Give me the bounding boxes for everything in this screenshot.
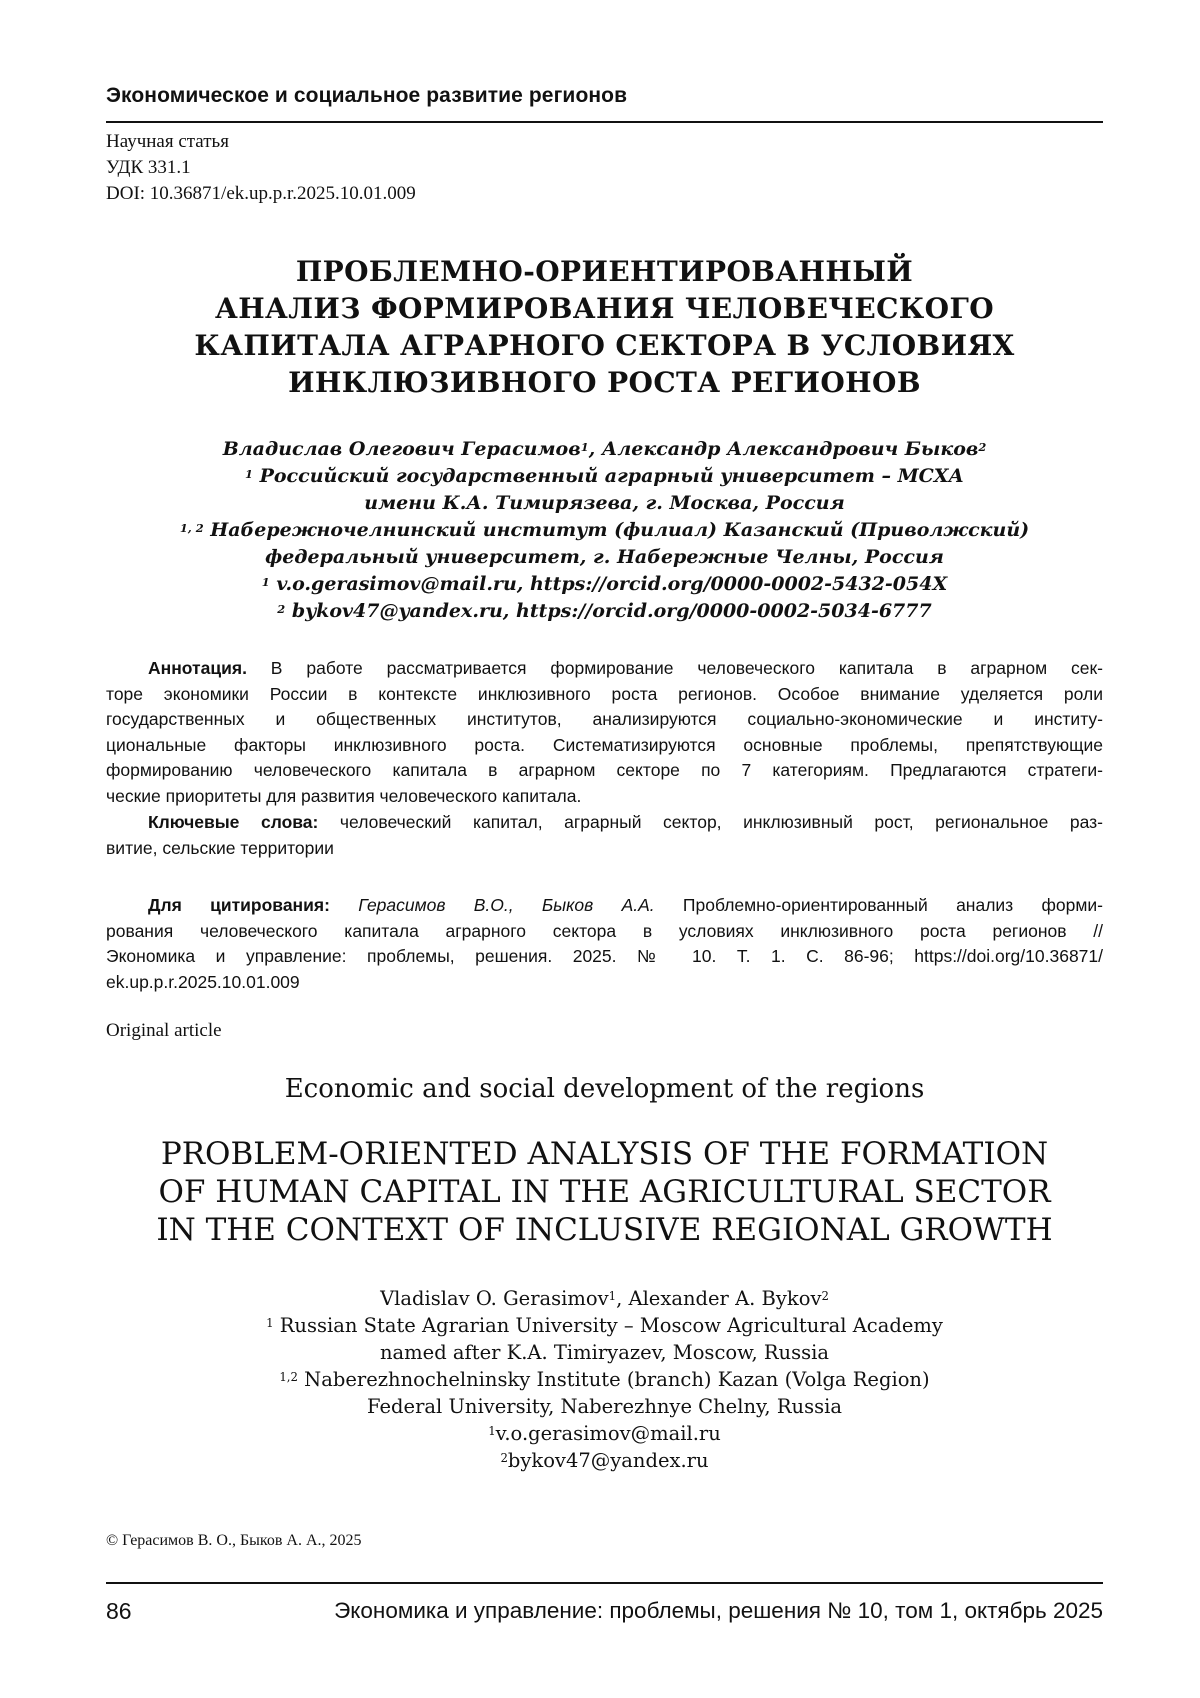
journal-issue-footer: Экономика и управление: проблемы, решения № 10, том 1, октябрь 2025: [334, 1598, 1103, 1623]
title-ru-line: ИНКЛЮЗИВНОГО РОСТА РЕГИОНОВ: [288, 366, 921, 399]
affiliation-text: Российский государственный аграрный университет – МСХА: [259, 465, 964, 487]
citation-doi-link[interactable]: Экономика и управление: проблемы, решения. 2025. № 10. Т. 1. С. 86-96; https://doi.org/10.36871/: [106, 946, 1103, 967]
affiliation-text: Russian State Agrarian University – Moscow Agricultural Academy: [273, 1314, 943, 1337]
title-ru-line: ПРОБЛЕМНО-ОРИЕНТИРОВАННЫЙ: [295, 255, 914, 288]
affiliation-text: Naberezhnochelninsky Institute (branch) Kazan (Volga Region): [297, 1368, 930, 1391]
title-en-line: OF HUMAN CAPITAL IN THE AGRICULTURAL SECTOR: [158, 1174, 1051, 1210]
affiliation-sup: 1: [580, 440, 589, 454]
author-name: Alexander A. Bykov: [628, 1287, 822, 1310]
email-link[interactable]: bykov47@yandex.ru: [507, 1449, 709, 1472]
title-ru-line: АНАЛИЗ ФОРМИРОВАНИЯ ЧЕЛОВЕЧЕСКОГО: [215, 292, 994, 325]
title-en-line: PROBLEM-ORIENTED ANALYSIS OF THE FORMATION: [160, 1136, 1049, 1172]
author-separator: ,: [616, 1287, 629, 1310]
affiliation-text: Набережночелнинский институт (филиал) Казанский (Приволжский): [210, 519, 1030, 541]
affiliation-sup: 1: [261, 575, 270, 589]
affiliation-sup: 2: [821, 1289, 829, 1303]
affiliation-sup: 1,2: [279, 1370, 298, 1384]
keywords-line: витие, сельские территории: [106, 837, 334, 858]
page-number: 86: [106, 1598, 132, 1624]
header-rule: [106, 121, 1103, 123]
affiliation-line: [106, 1312, 1103, 1339]
keywords-paragraph: [106, 810, 1103, 861]
running-header-section: Экономическое и социальное развитие регионов: [106, 84, 628, 107]
affiliation-line: [106, 1366, 1103, 1393]
affiliation-sup: 2: [277, 602, 286, 616]
affiliation-sup: 1: [488, 1424, 496, 1438]
authors-line-ru: [106, 436, 1103, 463]
affiliation-line: федеральный университет, г. Набережные Челны, Россия: [265, 546, 944, 568]
footer-rule: [106, 1582, 1103, 1584]
copyright-notice: © Герасимов В. О., Быков А. А., 2025: [106, 1532, 362, 1549]
affiliation-sup: 2: [978, 440, 987, 454]
abstract-line: циональные факторы инклюзивного роста. Систематизируются основные проблемы, препятствующие: [106, 734, 1103, 755]
email-orcid-link[interactable]: bykov47@yandex.ru, https://orcid.org/0000-0002-5034-6777: [291, 600, 932, 622]
abstract-line: государственных и общественных институтов, анализируются социально-экономические и институ-: [106, 709, 1103, 730]
udc-code: УДК 331.1: [106, 157, 191, 178]
title-ru-line: КАПИТАЛА АГРАРНОГО СЕКТОРА В УСЛОВИЯХ: [194, 329, 1015, 362]
affiliation-sup: 1: [245, 467, 253, 481]
title-en-line: IN THE CONTEXT OF INCLUSIVE REGIONAL GROWTH: [156, 1212, 1053, 1248]
affiliation-sup: 2: [500, 1451, 508, 1465]
affiliation-line: [106, 517, 1103, 544]
author-name: Александр Александрович Быков: [601, 438, 979, 460]
citation-line: рования человеческого капитала аграрного сектора в условиях инклюзивного роста регионов //: [106, 920, 1103, 941]
authors-block-en: [106, 1285, 1103, 1474]
article-type-en: Original article: [106, 1020, 222, 1041]
email-line: [106, 1420, 1103, 1447]
abstract-line: Аннотация. В работе рассматривается формирование человеческого капитала в аграрном сек-: [148, 658, 1103, 678]
section-title-en: Economic and social development of the regions: [284, 1074, 925, 1104]
affiliation-sup: 1: [266, 1316, 274, 1330]
citation-line: [106, 944, 1103, 970]
author-name: Vladislav O. Gerasimov: [380, 1287, 609, 1310]
article-title-ru: [106, 253, 1103, 401]
affiliation-sup: 1, 2: [179, 521, 204, 535]
doi-ru: DOI: 10.36871/ek.up.p.r.2025.10.01.009: [106, 183, 416, 204]
email-link[interactable]: v.o.gerasimov@mail.ru: [495, 1422, 721, 1445]
author-separator: ,: [588, 438, 602, 460]
abstract-line: формированию человеческого капитала в аграрном секторе по 7 категориям. Предлагаются стратеги-: [106, 760, 1103, 781]
citation-line: Для цитирования: Герасимов В.О., Быков А.А. Проблемно-ориентированный анализ форми-: [148, 895, 1103, 915]
email-line: [106, 1447, 1103, 1474]
article-type-ru: Научная статья: [106, 131, 229, 152]
email-orcid-link[interactable]: v.o.gerasimov@mail.ru, https://orcid.org/0000-0002-5432-054X: [276, 573, 948, 595]
affiliation-line: named after K.A. Timiryazev, Moscow, Russia: [380, 1341, 829, 1364]
email-line: [106, 598, 1103, 625]
citation-authors: Герасимов В.О., Быков А.А.: [329, 895, 655, 915]
authors-line-en: [106, 1285, 1103, 1312]
affiliation-line: Federal University, Naberezhnye Chelny, Russia: [367, 1395, 842, 1418]
abstract-label: Аннотация.: [148, 658, 247, 678]
authors-block-ru: [106, 436, 1103, 625]
keywords-label: Ключевые слова:: [148, 812, 319, 832]
email-line: [106, 571, 1103, 598]
article-title-en: [106, 1135, 1103, 1249]
author-name: Владислав Олегович Герасимов: [222, 438, 581, 460]
affiliation-line: [106, 463, 1103, 490]
citation-label: Для цитирования:: [148, 895, 330, 915]
affiliation-sup: 1: [608, 1289, 617, 1303]
citation-paragraph: [106, 893, 1103, 995]
affiliation-line: имени К.А. Тимирязева, г. Москва, Россия: [364, 492, 845, 514]
abstract-line: торе экономики России в контексте инклюзивного роста регионов. Особое внимание уделяется роли: [106, 683, 1103, 704]
abstract-paragraph: [106, 656, 1103, 810]
abstract-line: ческие приоритеты для развития человеческого капитала.: [106, 785, 582, 806]
citation-line: ek.up.p.r.2025.10.01.009: [106, 971, 300, 992]
keywords-line: Ключевые слова: человеческий капитал, аграрный сектор, инклюзивный рост, региональное раз-: [148, 812, 1103, 832]
